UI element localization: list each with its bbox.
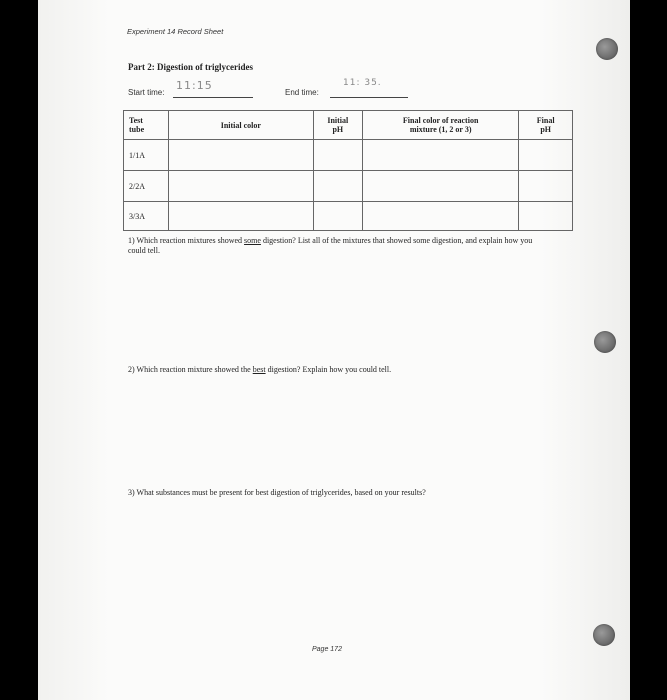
- row-label: 2/2A: [124, 171, 169, 202]
- table-row: [124, 171, 573, 202]
- part-title: Part 2: Digestion of triglycerides: [128, 62, 253, 72]
- col-test-tube: Test tube: [124, 111, 169, 140]
- page-number: Page 172: [312, 646, 342, 653]
- col-final-color: Final color of reaction mixture (1, 2 or 3): [362, 111, 518, 140]
- binder-hole-middle: [594, 331, 616, 353]
- cell-final-color[interactable]: [362, 140, 518, 171]
- row-label: 1/1A: [124, 140, 169, 171]
- end-time-label: End time:: [285, 88, 319, 97]
- col-final-ph: Final pH: [519, 111, 573, 140]
- binder-hole-bottom: [593, 624, 615, 646]
- col-initial-ph: Initial pH: [313, 111, 362, 140]
- start-time-label: Start time:: [128, 88, 165, 97]
- start-time-line: [173, 97, 253, 98]
- question-2: 2) Which reaction mixture showed the best digestion? Explain how you could tell.: [128, 365, 392, 374]
- cell-initial-ph[interactable]: [313, 171, 362, 202]
- table-row: [124, 202, 573, 231]
- cell-initial-ph[interactable]: [313, 140, 362, 171]
- cell-final-color[interactable]: [362, 202, 518, 231]
- cell-final-ph[interactable]: [519, 171, 573, 202]
- results-table: [123, 110, 573, 231]
- start-time-value: 11:15: [176, 79, 213, 92]
- cell-initial-color[interactable]: [169, 140, 314, 171]
- record-sheet-page: [38, 0, 630, 700]
- cell-initial-ph[interactable]: [313, 202, 362, 231]
- sheet-header: Experiment 14 Record Sheet: [127, 27, 224, 36]
- table-header-row: [124, 111, 573, 140]
- cell-initial-color[interactable]: [169, 202, 314, 231]
- cell-final-color[interactable]: [362, 171, 518, 202]
- end-time-line: [330, 97, 408, 98]
- table-row: [124, 140, 573, 171]
- col-initial-color: Initial color: [169, 111, 314, 140]
- cell-final-ph[interactable]: [519, 140, 573, 171]
- binder-hole-top: [596, 38, 618, 60]
- cell-initial-color[interactable]: [169, 171, 314, 202]
- question-3: 3) What substances must be present for best digestion of triglycerides, based on your results?: [128, 488, 426, 497]
- question-1: 1) Which reaction mixtures showed some digestion? List all of the mixtures that showed some digestion, and explain how you could tell.: [128, 236, 533, 255]
- cell-final-ph[interactable]: [519, 202, 573, 231]
- row-label: 3/3A: [124, 202, 169, 231]
- end-time-value: 11: 35.: [343, 78, 382, 88]
